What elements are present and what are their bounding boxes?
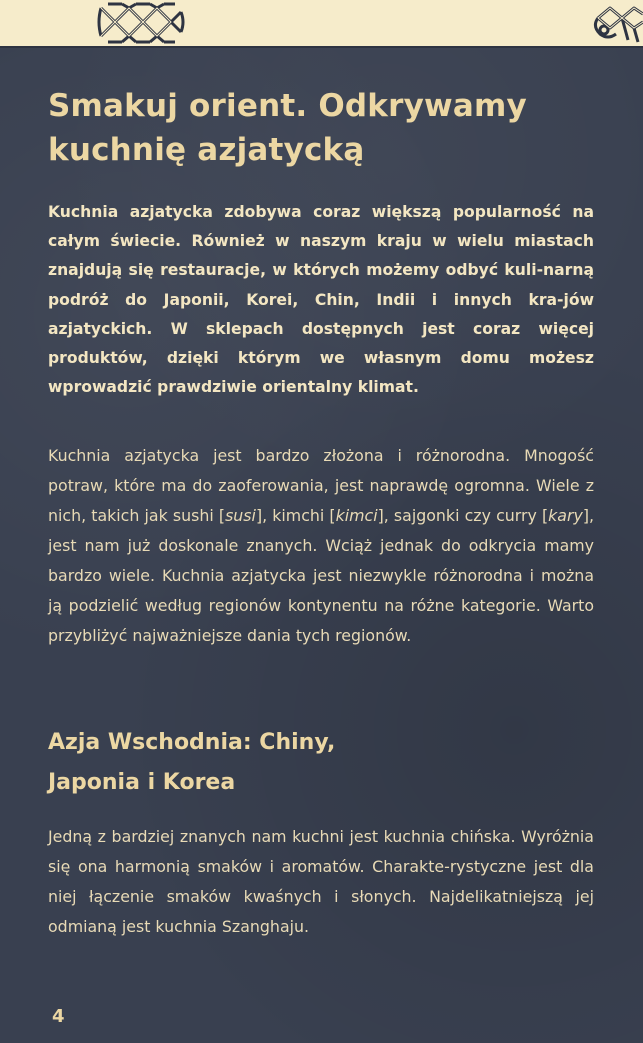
body1-text-part2: ], kimchi [ <box>255 506 336 525</box>
sushi-pronunciation: susi <box>225 506 256 525</box>
celtic-knot-icon <box>95 0 187 46</box>
section-heading-line-1: Azja Wschodnia: Chiny, <box>48 730 336 755</box>
decorative-header-band <box>0 0 643 48</box>
celtic-knot-corner-icon <box>592 0 643 46</box>
body1-text-part3: ], sajgonki czy curry [ <box>377 506 549 525</box>
body1-text-part4: ], jest nam już doskonale znanych. Wciąż jednak do odkrycia mamy bardzo wiele. Kuchnia azjatycka jest niezwykle różnorodna i można ją podzielić według regionów kontynentu na różne kategorie. Warto przybliżyć najważniejsze dania tych regionów. <box>48 506 594 645</box>
section-heading-line-2: Japonia i Korea <box>48 770 236 795</box>
section-heading <box>48 723 594 803</box>
curry-pronunciation: kary <box>548 506 583 525</box>
body1-text-part1: Kuchnia azjatycka jest bardzo złożona i różnorodna. Mnogość potraw, które ma do zaoferowania, jest naprawdę ogromna. Wiele z nich, takich jak sushi [ <box>48 446 594 525</box>
page-title <box>48 84 608 172</box>
kimchi-pronunciation: kimci <box>335 506 378 525</box>
body-paragraph-intro <box>48 441 594 651</box>
body-paragraph-china: Jedną z bardziej znanych nam kuchni jest kuchnia chińska. Wyróżnia się ona harmonią smaków i aromatów. Charakte-rystyczne jest dla niej łączenie smaków kwaśnych i słonych. Najdelikatniejszą jej odmianą jest kuchnia Szanghaju. <box>48 827 594 936</box>
title-line-1: Smakuj orient. Odkrywamy <box>48 88 527 124</box>
title-line-2: kuchnię azjatycką <box>48 132 365 168</box>
lead-paragraph: Kuchnia azjatycka zdobywa coraz większą popularność na całym świecie. Również w naszym kraju w wielu miastach znajdują się restauracje, w których możemy odbyć kuli-narną podróż do Japonii, Korei, Chin, Indii i innych kra-jów azjatyckich. W sklepach dostępnych jest coraz więcej produktów, dzięki którym we własnym domu możesz wprowadzić prawdziwie orientalny klimat. <box>48 203 594 397</box>
page-number: 4 <box>52 1006 65 1027</box>
